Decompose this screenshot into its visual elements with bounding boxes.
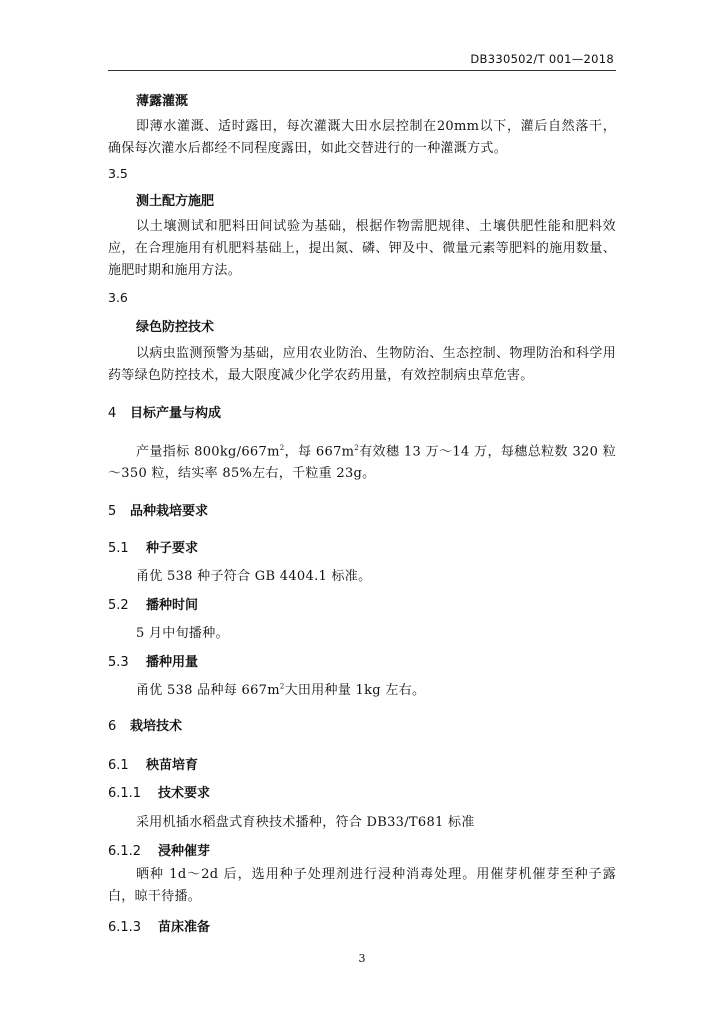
subsection-heading-6-1: 6.1 秧苗培育 bbox=[108, 758, 199, 773]
page-number: 3 bbox=[358, 952, 366, 965]
clause-number-3-6: 3.6 bbox=[108, 290, 128, 305]
target-yield-paragraph: 产量指标 $800kg/667m^2$，每 $667m^2$有效穗 13 万～14 万，每穗总粒数 320 粒～350 粒，结实率 85%左右，千粒重 23g。 bbox=[108, 444, 616, 482]
document-code: DB330502/T 001—2018 bbox=[470, 52, 614, 66]
section-number: 4 bbox=[108, 406, 117, 421]
term-definition-3-4: 即薄水灌溉、适时露田，每次灌溉大田水层控制在20mm以下，灌后自然落干，确保每次灌水后都经不同程度露田，如此交替进行的一种灌溉方式。 bbox=[108, 119, 616, 156]
section-heading-4 bbox=[108, 402, 616, 421]
subsection-heading-5-2: 5.2 播种时间 bbox=[108, 598, 199, 613]
technique-requirement-text: 采用机插水稻盘式育秧技术播种，符合 DB33/T681 标准 bbox=[136, 815, 475, 830]
section-heading-5 bbox=[108, 500, 616, 519]
seed-quantity-text: 甬优 538 品种每 $667m^2$大田用种量 1kg 左右。 bbox=[136, 682, 426, 698]
section-number: 5 bbox=[108, 504, 117, 519]
section-heading-6: 6 栽培技术 bbox=[108, 719, 183, 734]
term-definition-3-5: 以土壤测试和肥料田间试验为基础，根据作物需肥规律、土壤供肥性能和肥料效应，在合理施用有机肥料基础上，提出氮、磷、钾及中、微量元素等肥料的施用数量、施肥时期和施用方法。 bbox=[108, 219, 616, 278]
subsection-heading-5-3: 5.3 播种用量 bbox=[108, 655, 199, 670]
seed-requirement-text: 甬优 538 种子符合 GB 4404.1 标准。 bbox=[136, 569, 372, 584]
header-divider bbox=[108, 70, 616, 71]
section-title: 品种栽培要求 bbox=[130, 504, 209, 519]
seed-soaking-text: 晒种 1d～2d 后，选用种子处理剂进行浸种消毒处理。用催芽机催芽至种子露白，晾干待播。 bbox=[108, 867, 616, 904]
term-title-3-4: 薄露灌溉 bbox=[136, 94, 189, 109]
sowing-time-text: 5 月中旬播种。 bbox=[136, 626, 229, 641]
subsection-heading-6-1-3: 6.1.3 苗床准备 bbox=[108, 920, 211, 935]
section-title: 目标产量与构成 bbox=[130, 406, 222, 421]
term-definition-3-6: 以病虫监测预警为基础，应用农业防治、生物防治、生态控制、物理防治和科学用药等绿色防控技术，最大限度减少化学农药用量，有效控制病虫草危害。 bbox=[108, 346, 616, 383]
subsection-heading-6-1-1: 6.1.1 技术要求 bbox=[108, 786, 211, 801]
subsection-heading-6-1-2: 6.1.2 浸种催芽 bbox=[108, 844, 211, 859]
clause-number-3-5: 3.5 bbox=[108, 166, 128, 181]
subsection-heading-5-1: 5.1 种子要求 bbox=[108, 541, 199, 556]
term-title-3-6: 绿色防控技术 bbox=[136, 320, 215, 335]
term-title-3-5: 测土配方施肥 bbox=[136, 194, 215, 209]
